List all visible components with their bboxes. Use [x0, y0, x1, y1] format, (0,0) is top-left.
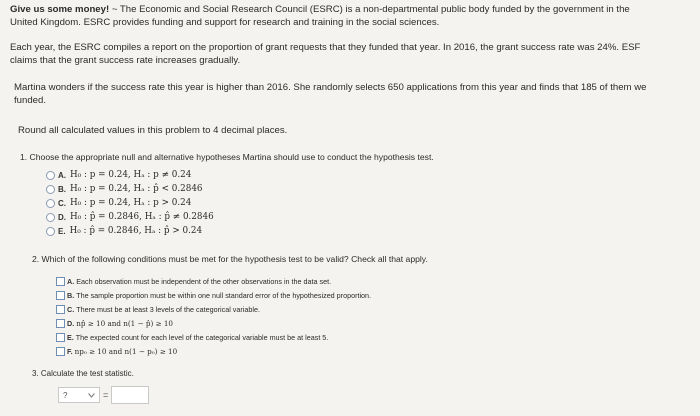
- intro-line-2: United Kingdom. ESRC provides funding and support for research and training in the social sciences.: [10, 17, 440, 28]
- question-3-prompt: 3. Calculate the test statistic.: [32, 369, 134, 378]
- equals-sign: =: [103, 390, 109, 400]
- option-text: H₀ : p = 0.24, Hₐ : p̂ < 0.2846: [70, 184, 203, 194]
- intro-line-1: [10, 4, 630, 17]
- test-statistic-input[interactable]: [111, 386, 149, 404]
- option-letter: C.: [58, 198, 66, 208]
- q1-option-d[interactable]: [46, 212, 214, 222]
- radio-button[interactable]: [46, 213, 55, 222]
- q2-option-b[interactable]: [56, 291, 371, 300]
- rounding-note: Round all calculated values in this problem to 4 decimal places.: [18, 125, 288, 136]
- test-statistic-row: [58, 386, 149, 404]
- q2-option-d[interactable]: [56, 319, 173, 328]
- option-text: The sample proportion must be within one null standard error of the hypothesized proportion.: [76, 291, 372, 300]
- q2-option-e[interactable]: [56, 333, 328, 342]
- radio-button[interactable]: [46, 171, 55, 180]
- option-letter: C.: [67, 305, 75, 314]
- q1-option-b[interactable]: [46, 184, 203, 194]
- option-text: np₀ ≥ 10 and n(1 − p₀) ≥ 10: [74, 347, 178, 356]
- checkbox[interactable]: [56, 319, 65, 328]
- option-letter: A.: [67, 277, 75, 286]
- q1-option-e[interactable]: [46, 226, 202, 236]
- option-letter: E.: [58, 226, 66, 236]
- q2-option-a[interactable]: [56, 277, 331, 286]
- q2-option-c[interactable]: [56, 305, 260, 314]
- statistic-type-select[interactable]: [58, 387, 100, 403]
- radio-button[interactable]: [46, 227, 55, 236]
- option-letter: E.: [67, 333, 74, 342]
- q1-option-a[interactable]: [46, 170, 191, 180]
- option-text: H₀ : p̂ = 0.2846, Hₐ : p̂ > 0.24: [69, 226, 203, 236]
- option-text: The expected count for each level of the categorical variable must be at least 5.: [75, 333, 329, 342]
- question-2-prompt: 2. Which of the following conditions must be met for the hypothesis test to be valid? Check all that apply.: [32, 254, 428, 264]
- q2-option-f[interactable]: [56, 347, 177, 356]
- option-text: H₀ : p = 0.24, Hₐ : p > 0.24: [70, 198, 192, 208]
- intro-line-5: Martina wonders if the success rate this year is higher than 2016. She randomly selects 650 applications from this year and finds that 185 of them we: [14, 82, 647, 93]
- option-text: np̂ ≥ 10 and n(1 − p̂) ≥ 10: [76, 319, 173, 328]
- checkbox[interactable]: [56, 305, 65, 314]
- question-1-prompt: 1. Choose the appropriate null and alternative hypotheses Martina should use to conduct the hypothesis test.: [20, 152, 434, 162]
- radio-button[interactable]: [46, 185, 55, 194]
- intro-line-1-rest: ~ The Economic and Social Research Council (ESRC) is a non-departmental public body funded by the government in the: [109, 4, 630, 15]
- option-letter: A.: [58, 170, 66, 180]
- intro-line-4: claims that the grant success rate increases gradually.: [10, 55, 241, 66]
- checkbox[interactable]: [56, 333, 65, 342]
- q1-option-c[interactable]: [46, 198, 191, 208]
- option-text: Each observation must be independent of the other observations in the data set.: [76, 277, 332, 286]
- checkbox[interactable]: [56, 291, 65, 300]
- option-letter: B.: [58, 184, 66, 194]
- checkbox[interactable]: [56, 347, 65, 356]
- chevron-down-icon: [88, 391, 95, 400]
- option-letter: D.: [58, 212, 66, 222]
- option-text: H₀ : p̂ = 0.2846, Hₐ : p̂ ≠ 0.2846: [70, 212, 214, 222]
- intro-line-6: funded.: [14, 95, 47, 106]
- intro-title: Give us some money!: [10, 4, 110, 15]
- checkbox[interactable]: [56, 277, 65, 286]
- option-text: There must be at least 3 levels of the categorical variable.: [76, 305, 260, 314]
- option-letter: D.: [67, 319, 75, 328]
- select-value: ?: [63, 390, 68, 400]
- option-letter: B.: [67, 291, 75, 300]
- option-letter: F.: [67, 347, 73, 356]
- radio-button[interactable]: [46, 199, 55, 208]
- option-text: H₀ : p = 0.24, Hₐ : p ≠ 0.24: [70, 170, 192, 180]
- intro-line-3: Each year, the ESRC compiles a report on the proportion of grant requests that they funded that year. In 2016, the grant success rate was 24%. ESF: [10, 42, 641, 53]
